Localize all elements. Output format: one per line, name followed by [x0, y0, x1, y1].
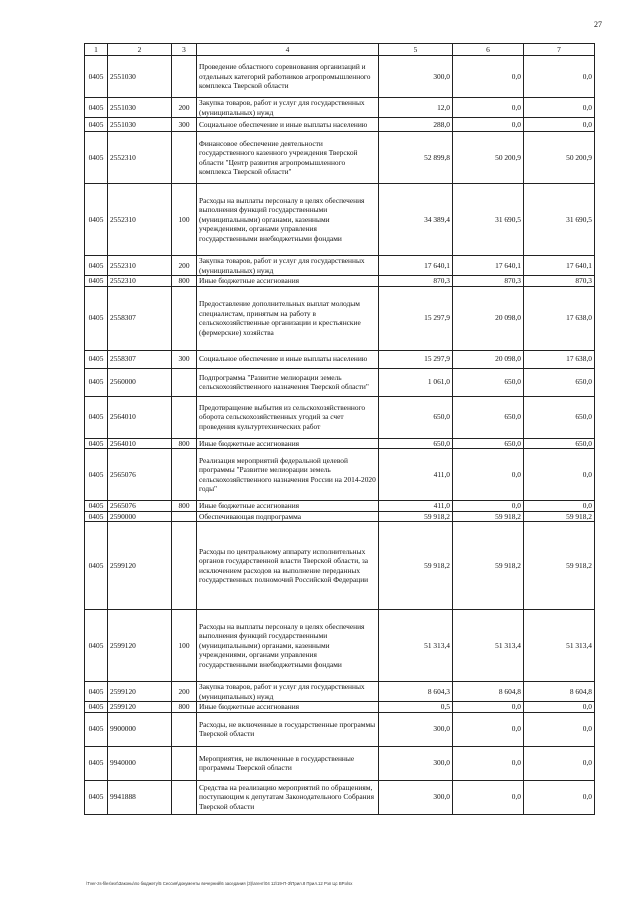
page-number: 27	[594, 20, 602, 29]
description-cell: Мероприятия, не включенные в государственные программы Тверской области	[197, 746, 379, 780]
expense-type-cell: 200	[172, 682, 197, 702]
amount-cell: 650,0	[453, 438, 524, 449]
amount-cell: 8 604,3	[379, 682, 453, 702]
description-cell: Социальное обеспечение и иные выплаты населению	[197, 118, 379, 132]
expense-type-cell	[172, 780, 197, 814]
amount-cell: 650,0	[524, 396, 595, 438]
table-row	[85, 712, 595, 746]
amount-cell: 0,0	[524, 702, 595, 713]
table-row	[85, 780, 595, 814]
expense-type-cell: 100	[172, 610, 197, 682]
amount-cell: 51 313,4	[379, 610, 453, 682]
description-cell: Иные бюджетные ассигнования	[197, 438, 379, 449]
amount-cell: 0,0	[453, 501, 524, 512]
table-row	[85, 438, 595, 449]
amount-cell: 8 604,8	[524, 682, 595, 702]
table-row	[85, 184, 595, 256]
header-cell: 7	[524, 44, 595, 56]
section-code-cell: 0405	[85, 276, 108, 287]
amount-cell: 0,0	[453, 780, 524, 814]
header-cell: 1	[85, 44, 108, 56]
amount-cell: 650,0	[453, 396, 524, 438]
article-code-cell: 9941888	[108, 780, 172, 814]
description-cell: Подпрограмма "Развитие мелиорации земель сельскохозяйственного назначения Тверской области"	[197, 368, 379, 396]
amount-cell: 50 200,9	[524, 132, 595, 184]
expense-type-cell: 800	[172, 276, 197, 287]
expense-type-cell	[172, 746, 197, 780]
amount-cell: 650,0	[453, 368, 524, 396]
amount-cell: 0,0	[524, 98, 595, 118]
amount-cell: 17 638,0	[524, 350, 595, 368]
amount-cell: 17 640,1	[453, 256, 524, 276]
amount-cell: 15 297,9	[379, 350, 453, 368]
article-code-cell: 2564010	[108, 438, 172, 449]
description-cell: Закупка товаров, работ и услуг для государственных (муниципальных) нужд	[197, 682, 379, 702]
amount-cell: 300,0	[379, 712, 453, 746]
section-code-cell: 0405	[85, 118, 108, 132]
table-header-row	[85, 44, 595, 56]
expense-type-cell	[172, 511, 197, 522]
table-row	[85, 449, 595, 501]
amount-cell: 870,3	[379, 276, 453, 287]
expense-type-cell	[172, 368, 197, 396]
table-row	[85, 132, 595, 184]
description-cell: Средства на реализацию мероприятий по обращениям, поступающим к депутатам Законодательного Собрания Тверской области	[197, 780, 379, 814]
amount-cell: 411,0	[379, 501, 453, 512]
budget-table	[84, 43, 595, 815]
header-cell: 3	[172, 44, 197, 56]
amount-cell: 8 604,8	[453, 682, 524, 702]
amount-cell: 650,0	[379, 396, 453, 438]
expense-type-cell: 800	[172, 501, 197, 512]
amount-cell: 0,0	[524, 746, 595, 780]
description-cell: Предоставление дополнительных выплат молодым специалистам, принятым на работу в сельскохозяйственные организации и крестьянские (фермерские) хозяйства	[197, 286, 379, 350]
section-code-cell: 0405	[85, 184, 108, 256]
section-code-cell: 0405	[85, 438, 108, 449]
description-cell: Обеспечивающая подпрограмма	[197, 511, 379, 522]
amount-cell: 870,3	[524, 276, 595, 287]
section-code-cell: 0405	[85, 396, 108, 438]
amount-cell: 20 098,0	[453, 286, 524, 350]
section-code-cell: 0405	[85, 368, 108, 396]
amount-cell: 1 061,0	[379, 368, 453, 396]
table-row	[85, 286, 595, 350]
description-cell: Предотвращение выбытия из сельскохозяйственного оборота сельскохозяйственных угодий за счет проведения культуртехнических работ	[197, 396, 379, 438]
article-code-cell: 2551030	[108, 118, 172, 132]
amount-cell: 0,0	[524, 780, 595, 814]
header-cell: 6	[453, 44, 524, 56]
amount-cell: 650,0	[524, 438, 595, 449]
article-code-cell: 2552310	[108, 256, 172, 276]
expense-type-cell	[172, 132, 197, 184]
section-code-cell: 0405	[85, 780, 108, 814]
amount-cell: 51 313,4	[453, 610, 524, 682]
section-code-cell: 0405	[85, 56, 108, 98]
amount-cell: 52 899,8	[379, 132, 453, 184]
amount-cell: 59 918,2	[524, 511, 595, 522]
article-code-cell: 9900000	[108, 712, 172, 746]
amount-cell: 870,3	[453, 276, 524, 287]
amount-cell: 51 313,4	[524, 610, 595, 682]
article-code-cell: 2599120	[108, 610, 172, 682]
table-row	[85, 610, 595, 682]
amount-cell: 17 640,1	[379, 256, 453, 276]
table-row	[85, 98, 595, 118]
amount-cell: 12,0	[379, 98, 453, 118]
section-code-cell: 0405	[85, 682, 108, 702]
table-row	[85, 256, 595, 276]
article-code-cell: 2560000	[108, 368, 172, 396]
expense-type-cell: 800	[172, 702, 197, 713]
amount-cell: 650,0	[379, 438, 453, 449]
table-row	[85, 276, 595, 287]
section-code-cell: 0405	[85, 610, 108, 682]
article-code-cell: 2564010	[108, 396, 172, 438]
amount-cell: 300,0	[379, 746, 453, 780]
description-cell: Проведение областного соревнования организаций и отдельных категорий работников агропромышленного комплекса Тверской области	[197, 56, 379, 98]
table-row	[85, 501, 595, 512]
amount-cell: 0,0	[453, 702, 524, 713]
amount-cell: 34 389,4	[379, 184, 453, 256]
amount-cell: 20 098,0	[453, 350, 524, 368]
table-row	[85, 396, 595, 438]
amount-cell: 0,0	[453, 449, 524, 501]
article-code-cell: 2565076	[108, 501, 172, 512]
expense-type-cell	[172, 286, 197, 350]
expense-type-cell: 200	[172, 256, 197, 276]
table-row	[85, 682, 595, 702]
section-code-cell: 0405	[85, 256, 108, 276]
amount-cell: 300,0	[379, 56, 453, 98]
expense-type-cell: 300	[172, 350, 197, 368]
amount-cell: 0,0	[524, 118, 595, 132]
expense-type-cell: 300	[172, 118, 197, 132]
article-code-cell: 9940000	[108, 746, 172, 780]
article-code-cell: 2599120	[108, 702, 172, 713]
section-code-cell: 0405	[85, 702, 108, 713]
section-code-cell: 0405	[85, 350, 108, 368]
section-code-cell: 0405	[85, 449, 108, 501]
amount-cell: 0,0	[524, 56, 595, 98]
expense-type-cell	[172, 712, 197, 746]
article-code-cell: 2551030	[108, 56, 172, 98]
amount-cell: 0,0	[453, 98, 524, 118]
description-cell: Реализация мероприятий федеральной целевой программы "Развитие мелиорации земель сельскохозяйственного назначения России на 2014-2020 годы"	[197, 449, 379, 501]
description-cell: Иные бюджетные ассигнования	[197, 276, 379, 287]
amount-cell: 650,0	[524, 368, 595, 396]
expense-type-cell	[172, 396, 197, 438]
amount-cell: 50 200,9	[453, 132, 524, 184]
table-row	[85, 368, 595, 396]
article-code-cell: 2558307	[108, 350, 172, 368]
expense-type-cell	[172, 522, 197, 610]
amount-cell: 411,0	[379, 449, 453, 501]
section-code-cell: 0405	[85, 501, 108, 512]
amount-cell: 31 690,5	[453, 184, 524, 256]
amount-cell: 59 918,2	[524, 522, 595, 610]
header-cell: 2	[108, 44, 172, 56]
table-row	[85, 702, 595, 713]
article-code-cell: 2552310	[108, 276, 172, 287]
header-cell: 5	[379, 44, 453, 56]
article-code-cell: 2590000	[108, 511, 172, 522]
article-code-cell: 2551030	[108, 98, 172, 118]
description-cell: Закупка товаров, работ и услуг для государственных (муниципальных) нужд	[197, 98, 379, 118]
description-cell: Финансовое обеспечение деятельности государственного казенного учреждения Тверской области "Центр развития агропромышленного комплекса Тверской области"	[197, 132, 379, 184]
section-code-cell: 0405	[85, 132, 108, 184]
section-code-cell: 0405	[85, 511, 108, 522]
article-code-cell: 2599120	[108, 682, 172, 702]
article-code-cell: 2558307	[108, 286, 172, 350]
expense-type-cell: 800	[172, 438, 197, 449]
amount-cell: 0,0	[524, 712, 595, 746]
amount-cell: 59 918,2	[379, 511, 453, 522]
article-code-cell: 2599120	[108, 522, 172, 610]
article-code-cell: 2552310	[108, 184, 172, 256]
amount-cell: 0,0	[453, 56, 524, 98]
amount-cell: 59 918,2	[453, 511, 524, 522]
amount-cell: 0,0	[524, 449, 595, 501]
amount-cell: 288,0	[379, 118, 453, 132]
amount-cell: 15 297,9	[379, 286, 453, 350]
amount-cell: 0,0	[524, 501, 595, 512]
expense-type-cell: 100	[172, 184, 197, 256]
file-path-footer: \Tver-zs-files\ext\Законы\по бюджету\5 Сессия\документы вечерний\6 заседания (3)\агент\04 12\19-П-3\Прил.8 Прил.12 Рзп Цс ВР.xlsx	[86, 881, 353, 886]
table-row	[85, 350, 595, 368]
description-cell: Расходы на выплаты персоналу в целях обеспечения выполнения функций государственными (муниципальными) органами, казенными учреждениями, органами управления государственными внебюджетными фондами	[197, 184, 379, 256]
amount-cell: 59 918,2	[379, 522, 453, 610]
section-code-cell: 0405	[85, 712, 108, 746]
amount-cell: 0,0	[453, 118, 524, 132]
section-code-cell: 0405	[85, 98, 108, 118]
table-row	[85, 511, 595, 522]
amount-cell: 59 918,2	[453, 522, 524, 610]
description-cell: Социальное обеспечение и иные выплаты населению	[197, 350, 379, 368]
article-code-cell: 2552310	[108, 132, 172, 184]
table-row	[85, 118, 595, 132]
description-cell: Расходы по центральному аппарату исполнительных органов государственной власти Тверской области, за исключением расходов на выполнение переданных государственных полномочий Российской Федерации	[197, 522, 379, 610]
table-row	[85, 746, 595, 780]
description-cell: Иные бюджетные ассигнования	[197, 702, 379, 713]
amount-cell: 300,0	[379, 780, 453, 814]
section-code-cell: 0405	[85, 286, 108, 350]
expense-type-cell: 200	[172, 98, 197, 118]
description-cell: Закупка товаров, работ и услуг для государственных (муниципальных) нужд	[197, 256, 379, 276]
amount-cell: 31 690,5	[524, 184, 595, 256]
amount-cell: 0,5	[379, 702, 453, 713]
section-code-cell: 0405	[85, 522, 108, 610]
amount-cell: 0,0	[453, 746, 524, 780]
description-cell: Расходы, не включенные в государственные программы Тверской области	[197, 712, 379, 746]
expense-type-cell	[172, 449, 197, 501]
amount-cell: 17 640,1	[524, 256, 595, 276]
amount-cell: 0,0	[453, 712, 524, 746]
section-code-cell: 0405	[85, 746, 108, 780]
description-cell: Иные бюджетные ассигнования	[197, 501, 379, 512]
description-cell: Расходы на выплаты персоналу в целях обеспечения выполнения функций государственными (муниципальными) органами, казенными учреждениями, органами управления государственными внебюджетными фондами	[197, 610, 379, 682]
table-row	[85, 522, 595, 610]
amount-cell: 17 638,0	[524, 286, 595, 350]
article-code-cell: 2565076	[108, 449, 172, 501]
header-cell: 4	[197, 44, 379, 56]
table-row	[85, 56, 595, 98]
expense-type-cell	[172, 56, 197, 98]
